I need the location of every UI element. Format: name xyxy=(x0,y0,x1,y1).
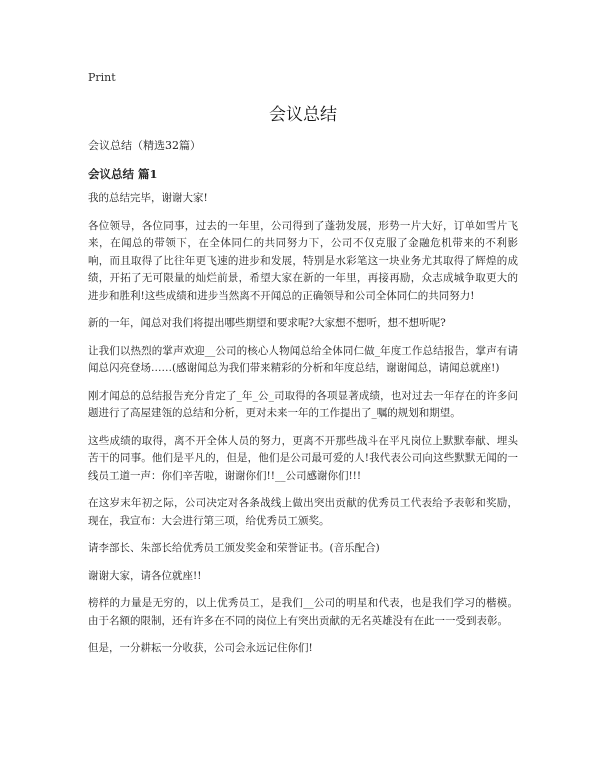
paragraph: 在这岁末年初之际，公司决定对各条战线上做出突出贡献的优秀员工代表给予表彰和奖励，现在，我宣布：大会进行第三项，给优秀员工颁奖。 xyxy=(88,497,518,527)
paragraph: 刚才闻总的总结报告充分肯定了_年_公_司取得的各项显著成绩，也对过去一年存在的许多问题进行了高屋建瓴的总结和分析，更对未来一年的工作提出了_嘱的规划和期望。 xyxy=(88,389,518,419)
paragraph: 榜样的力量是无穷的，以上优秀员工，是我们__公司的明星和代表，也是我们学习的楷模。由于名额的限制，还有许多在不同的岗位上有突出贡献的无名英雄没有在此一一受到表彰。 xyxy=(88,597,518,627)
page-title: 会议总结 xyxy=(269,105,337,125)
section-heading: 会议总结 篇1 xyxy=(88,167,158,181)
paragraph: 让我们以热烈的掌声欢迎__公司的核心人物闻总给全体同仁做_年度工作总结报告，掌声有请闻总闪亮登场……(感谢闻总为我们带来精彩的分析和年度总结，谢谢闻总，请闻总就座!) xyxy=(88,344,518,374)
paragraph: 这些成绩的取得，离不开全体人员的努力，更离不开那些战斗在平凡岗位上默默奉献、埋头苦干的同事。他们是平凡的，但是，他们是公司最可爱的人!我代表公司向这些默默无闻的一线员工道一声：你们辛苦啦，谢谢你们!!__公司感谢你们!!! xyxy=(88,434,518,482)
document-page xyxy=(88,70,518,668)
paragraph: 请李部长、朱部长给优秀员工颁发奖金和荣誉证书。(音乐配合) xyxy=(88,542,380,554)
paragraph: 各位领导，各位同事，过去的一年里，公司得到了蓬勃发展，形势一片大好，订单如雪片飞来，在闻总的带领下，在全体同仁的共同努力下，公司不仅克服了金融危机带来的不利影响，而且取得了比往年更飞速的进步和发展，特别是水彩笔这一块业务尤其取得了辉煌的成绩，开拓了无可限量的灿烂前景，希望大家在新的一年里，再接再励，众志成城争取更大的进步和胜利!这些成绩和进步当然离不开闻总的正确领导和公司全体同仁的共同努力! xyxy=(88,219,518,302)
paragraph: 谢谢大家，请各位就座!! xyxy=(88,569,202,582)
paragraph: 新的一年，闻总对我们将提出哪些期望和要求呢?大家想不想听，想不想听呢? xyxy=(88,317,446,329)
document-subtitle: 会议总结（精选32篇） xyxy=(88,139,201,152)
print-label[interactable]: Print xyxy=(88,71,116,84)
paragraph: 我的总结完毕，谢谢大家! xyxy=(88,192,208,204)
paragraph: 但是，一分耕耘一分收获，公司会永远记住你们! xyxy=(88,642,313,654)
